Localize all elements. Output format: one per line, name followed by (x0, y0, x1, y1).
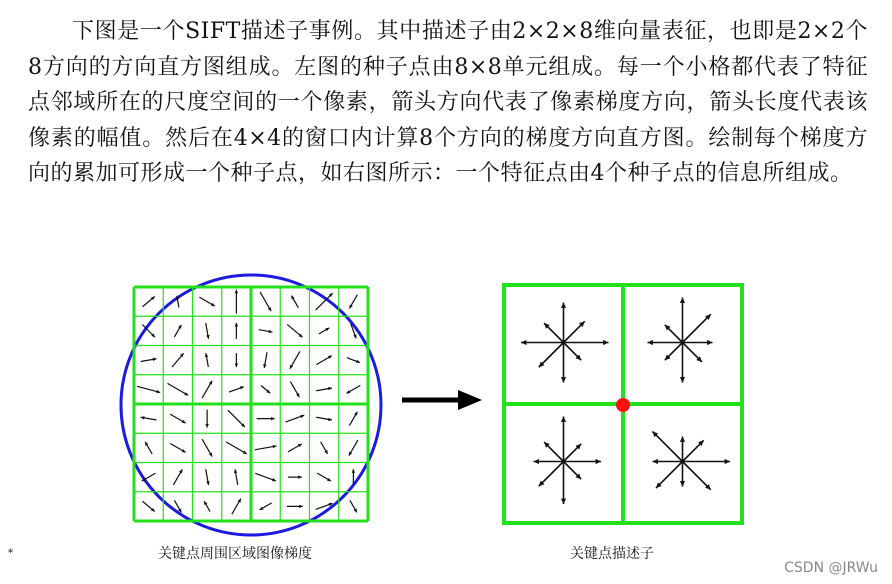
histogram-arrow (680, 343, 685, 383)
gradient-arrow (317, 473, 331, 481)
gradient-arrow (319, 328, 329, 334)
gradient-region-figure (121, 275, 381, 535)
histogram-arrow (564, 340, 609, 345)
gradient-arrow (288, 475, 302, 478)
gradient-arrow (290, 351, 300, 368)
histogram-arrow (544, 442, 563, 461)
gradient-arrow (199, 297, 215, 306)
gradient-arrow (205, 410, 208, 428)
gradient-arrow (142, 296, 154, 306)
gradient-arrow (261, 386, 270, 394)
histogram-arrow (665, 325, 683, 343)
gradient-arrow (349, 440, 358, 456)
histogram-arrow (564, 343, 582, 361)
histogram-arrow (683, 459, 731, 464)
histogram-arrow (683, 462, 711, 490)
histogram-arrow (653, 459, 683, 464)
histogram-arrow (534, 459, 564, 464)
gradient-arrow (260, 292, 271, 311)
gradient-arrow (260, 503, 272, 510)
histogram-arrow (564, 321, 585, 342)
histogram-arrow (564, 462, 582, 480)
gradient-arrow (145, 442, 152, 454)
gradient-arrow (174, 325, 181, 337)
histogram-arrow (561, 303, 566, 343)
gradient-arrow (263, 352, 267, 368)
gradient-arrow (287, 505, 303, 508)
gradient-arrow (205, 353, 209, 367)
histogram-arrow (561, 462, 566, 505)
gradient-arrow (287, 324, 302, 337)
histogram-arrow (683, 343, 702, 362)
gradient-arrow (142, 501, 154, 511)
gradient-arrow (346, 385, 360, 393)
gradient-arrow (350, 500, 357, 512)
histogram-arrow (683, 314, 711, 342)
gradient-arrow (202, 381, 212, 398)
histogram-arrow (564, 459, 602, 464)
histogram-arrow (648, 340, 683, 345)
gradient-arrow (255, 473, 276, 481)
histogram-arrow (680, 437, 685, 462)
gradient-arrow (173, 469, 182, 485)
histogram-arrow (564, 444, 582, 462)
gradient-arrow (290, 382, 299, 398)
histogram-arrow (656, 462, 683, 489)
gradient-arrow (259, 330, 273, 334)
gradient-arrow (347, 358, 360, 363)
gradient-arrow (316, 356, 332, 365)
description-paragraph: 下图是一个SIFT描述子事例。其中描述子由2×2×8维向量表征，也即是2×2个8方向的方向直方图组成。左图的种子点由8×8单元组成。每一个小格都代表了特征点邻域所在的尺度空间的一个像素，箭头方向代表了像素梯度方向，箭头长度代表该像素的幅值。然后在4×4的窗口内计算8个方向的梯度方向直方图。绘制每个梯度方向的累加可形成一个种子点，如右图所示：一个特征点由4个种子点的信息所组成。 (28, 19, 868, 186)
gradient-arrow (291, 296, 298, 308)
histogram-arrow (680, 298, 685, 343)
keypoint-dot (616, 398, 630, 412)
histogram-arrow (539, 343, 564, 368)
gradient-arrow (235, 323, 238, 339)
gradient-arrow (141, 416, 157, 420)
gradient-arrow (285, 415, 304, 422)
gradient-arrow (235, 290, 238, 314)
right-figure-caption: 关键点描述子 (570, 546, 654, 562)
gradient-arrow (321, 442, 328, 454)
gradient-arrow (167, 383, 188, 395)
gradient-arrow (257, 417, 275, 420)
gradient-arrow (137, 386, 160, 393)
histogram-arrow (680, 462, 685, 487)
histogram-arrow (544, 323, 563, 342)
gradient-arrow (288, 444, 302, 452)
gradient-arrow (316, 387, 332, 391)
gradient-arrow (228, 410, 245, 427)
gradient-arrow (170, 443, 186, 452)
gradient-arrow (232, 499, 241, 515)
gradient-arrow (235, 353, 238, 367)
histogram-arrow (561, 343, 566, 383)
histogram-arrow (683, 440, 704, 461)
histogram-arrow (561, 417, 566, 462)
gradient-arrow (349, 412, 357, 426)
gradient-arrow (234, 469, 238, 485)
histogram-arrow (652, 431, 682, 461)
gradient-arrow (170, 414, 186, 423)
gradient-arrow (172, 353, 184, 367)
gradient-arrow (202, 439, 212, 456)
gradient-arrow (255, 445, 277, 450)
histogram-arrow (665, 343, 683, 361)
histogram-arrow (683, 340, 713, 345)
left-figure-caption: 关键点周围区域图像梯度 (158, 546, 312, 562)
descriptor-figure (504, 285, 742, 523)
watermark: CSDN @JRWu (784, 560, 878, 576)
gradient-arrow (206, 469, 210, 485)
gradient-arrow (316, 417, 332, 421)
gradient-arrow (204, 501, 210, 511)
gradient-arrow (349, 295, 357, 309)
gradient-arrow (229, 386, 244, 392)
gradient-arrow (226, 442, 247, 454)
footnote-star: * (8, 548, 13, 559)
transition-arrow (402, 390, 482, 410)
gradient-arrow (141, 358, 157, 362)
gradient-arrow (206, 323, 210, 339)
histogram-arrow (539, 462, 564, 487)
histogram-arrow (521, 340, 564, 345)
